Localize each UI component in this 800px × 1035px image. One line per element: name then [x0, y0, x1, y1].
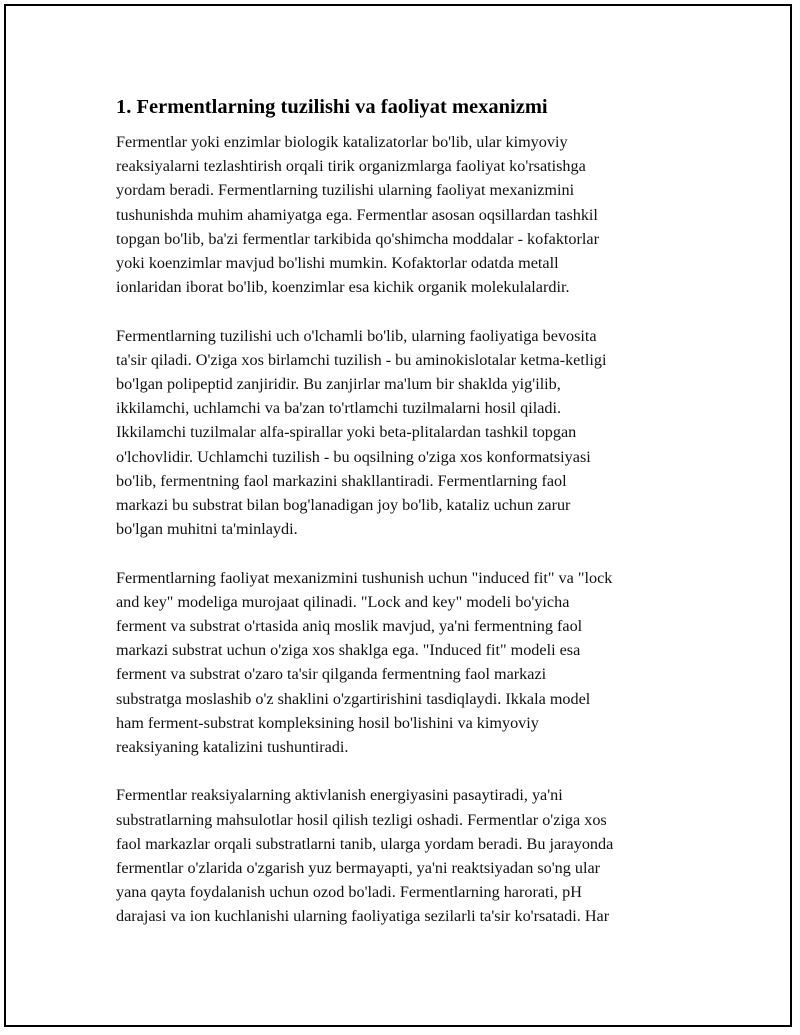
text-line: faol markazlar orqali substratlarni tanib, ularga yordam beradi. Bu jarayonda	[116, 834, 614, 853]
text-line: ham ferment-substrat kompleksining hosil bo'lishini va kimyoviy	[116, 713, 539, 732]
text-line: bo'lgan polipeptid zanjiridir. Bu zanjirlar ma'lum bir shaklda yig'ilib,	[116, 375, 561, 394]
text-line: substratga moslashib o'z shaklini o'zgartirishini tasdiqlaydi. Ikkala model	[116, 689, 591, 708]
text-line: bo'lgan muhitni ta'minlaydi.	[116, 520, 298, 539]
text-line: bo'lib, fermentning faol markazini shakllantiradi. Fermentlarning faol	[116, 471, 567, 490]
text-line: fermentlar o'zlarida o'zgarish yuz bermayapti, ya'ni reaktsiyadan so'ng ular	[116, 859, 601, 878]
text-line: Ikkilamchi tuzilmalar alfa-spirallar yoki beta-plitalardan tashkil topgan	[116, 423, 577, 442]
text-line: yoki koenzimlar mavjud bo'lishi mumkin. Kofaktorlar odatda metall	[116, 254, 559, 273]
text-line: and key" modeliga murojaat qilinadi. "Lock and key" modeli bo'yicha	[116, 592, 570, 611]
text-line: reaksiyalarni tezlashtirish orqali tirik organizmlarga faoliyat ko'rsatishga	[116, 157, 586, 176]
text-line: ta'sir qiladi. O'ziga xos birlamchi tuzilish - bu aminokislotalar ketma-ketligi	[116, 350, 607, 369]
text-line: ferment va substrat o'zaro ta'sir qilganda fermentning faol markazi	[116, 665, 547, 684]
text-line: ionlaridan iborat bo'lib, koenzimlar esa kichik organik molekulalardir.	[116, 278, 570, 297]
text-line: substratlarning mahsulotlar hosil qilish tezligi oshadi. Fermentlar o'ziga xos	[116, 810, 607, 829]
text-line: o'lchovlidir. Uchlamchi tuzilish - bu oqsilning o'ziga xos konformatsiyasi	[116, 447, 591, 466]
text-line: markazi substrat uchun o'ziga xos shaklga ega. "Induced fit" modeli esa	[116, 641, 581, 660]
paragraph-3	[116, 566, 688, 760]
text-line: Fermentlar reaksiyalarning aktivlanish energiyasini pasaytiradi, ya'ni	[116, 786, 563, 805]
document-body	[116, 94, 688, 953]
text-line: yana qayta foydalanish uchun ozod bo'ladi. Fermentlarning harorati, pH	[116, 883, 582, 902]
text-line: reaksiyaning katalizini tushuntiradi.	[116, 738, 349, 757]
text-line: darajasi va ion kuchlanishi ularning faoliyatiga sezilarli ta'sir ko'rsatadi. Har	[116, 907, 610, 926]
text-line: yordam beradi. Fermentlarning tuzilishi ularning faoliyat mexanizmini	[116, 181, 575, 200]
paragraph-4	[116, 783, 688, 928]
text-line: tushunishda muhim ahamiyatga ega. Fermentlar asosan oqsillardan tashkil	[116, 205, 598, 224]
text-line: ikkilamchi, uchlamchi va ba'zan to'rtlamchi tuzilmalarni hosil qiladi.	[116, 399, 562, 418]
text-line: Fermentlarning tuzilishi uch o'lchamli bo'lib, ularning faoliyatiga bevosita	[116, 326, 597, 345]
text-line: markazi bu substrat bilan bog'lanadigan joy bo'lib, kataliz uchun zarur	[116, 496, 571, 515]
paragraph-2	[116, 324, 688, 542]
text-line: Fermentlar yoki enzimlar biologik katalizatorlar bo'lib, ular kimyoviy	[116, 133, 568, 151]
text-line: topgan bo'lib, ba'zi fermentlar tarkibida qo'shimcha moddalar - kofaktorlar	[116, 229, 599, 248]
section-heading: 1. Fermentlarning tuzilishi va faoliyat mexanizmi	[116, 96, 548, 118]
text-line: Fermentlarning faoliyat mexanizmini tushunish uchun "induced fit" va "lock	[116, 568, 613, 587]
text-line: ferment va substrat o'rtasida aniq moslik mavjud, ya'ni fermentning faol	[116, 617, 583, 636]
paragraph-1	[116, 130, 688, 299]
